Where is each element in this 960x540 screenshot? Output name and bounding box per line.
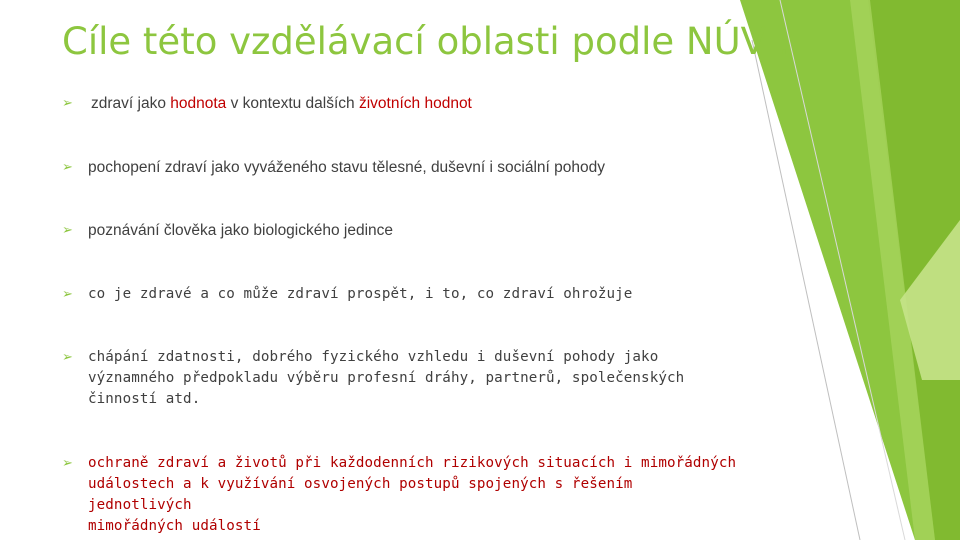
list-item [62,157,742,178]
arrow-bullet-icon: ➢ [62,287,73,302]
list-item [62,453,742,537]
bullet-text: v kontextu dalších [226,95,359,112]
bullet-text [88,347,684,410]
arrow-bullet-icon: ➢ [62,456,73,471]
bullet-line: chápání zdatnosti, dobrého fyzického vzhledu i duševní pohody jako [88,349,659,365]
list-item [62,93,742,114]
highlight-text: životních hodnot [358,95,472,112]
bullet-text: poznávání člověka jako biologického jedince [88,222,394,239]
list-item [62,347,742,410]
bullet-text [88,453,742,537]
arrow-bullet-icon: ➢ [62,350,73,365]
bullet-line: činností atd. [88,391,201,407]
list-item [62,284,742,305]
page-title: Cíle této vzdělávací oblasti podle NÚV : [62,20,791,63]
bullet-text: co je zdravé a co může zdraví prospět, i to, co zdraví ohrožuje [88,286,633,302]
bullet-line: významného předpokladu výběru profesní dráhy, partnerů, společenských [88,370,685,386]
arrow-bullet-icon: ➢ [62,160,73,175]
bullet-line: mimořádných událostí [88,518,261,534]
arrow-bullet-icon: ➢ [62,223,73,238]
bullet-text: zdraví jako [91,95,171,112]
arrow-bullet-icon: ➢ [62,96,73,111]
highlight-text: hodnota [170,95,227,112]
bullet-line: ochraně zdraví a životů při každodenních rizikových situacích i mimořádných [88,455,737,471]
bullet-text: pochopení zdraví jako vyváženého stavu tělesné, duševní i sociální pohody [88,159,605,176]
list-item [62,220,742,241]
bullet-line: událostech a k využívání osvojených postupů spojených s řešením jednotlivých [88,476,633,513]
